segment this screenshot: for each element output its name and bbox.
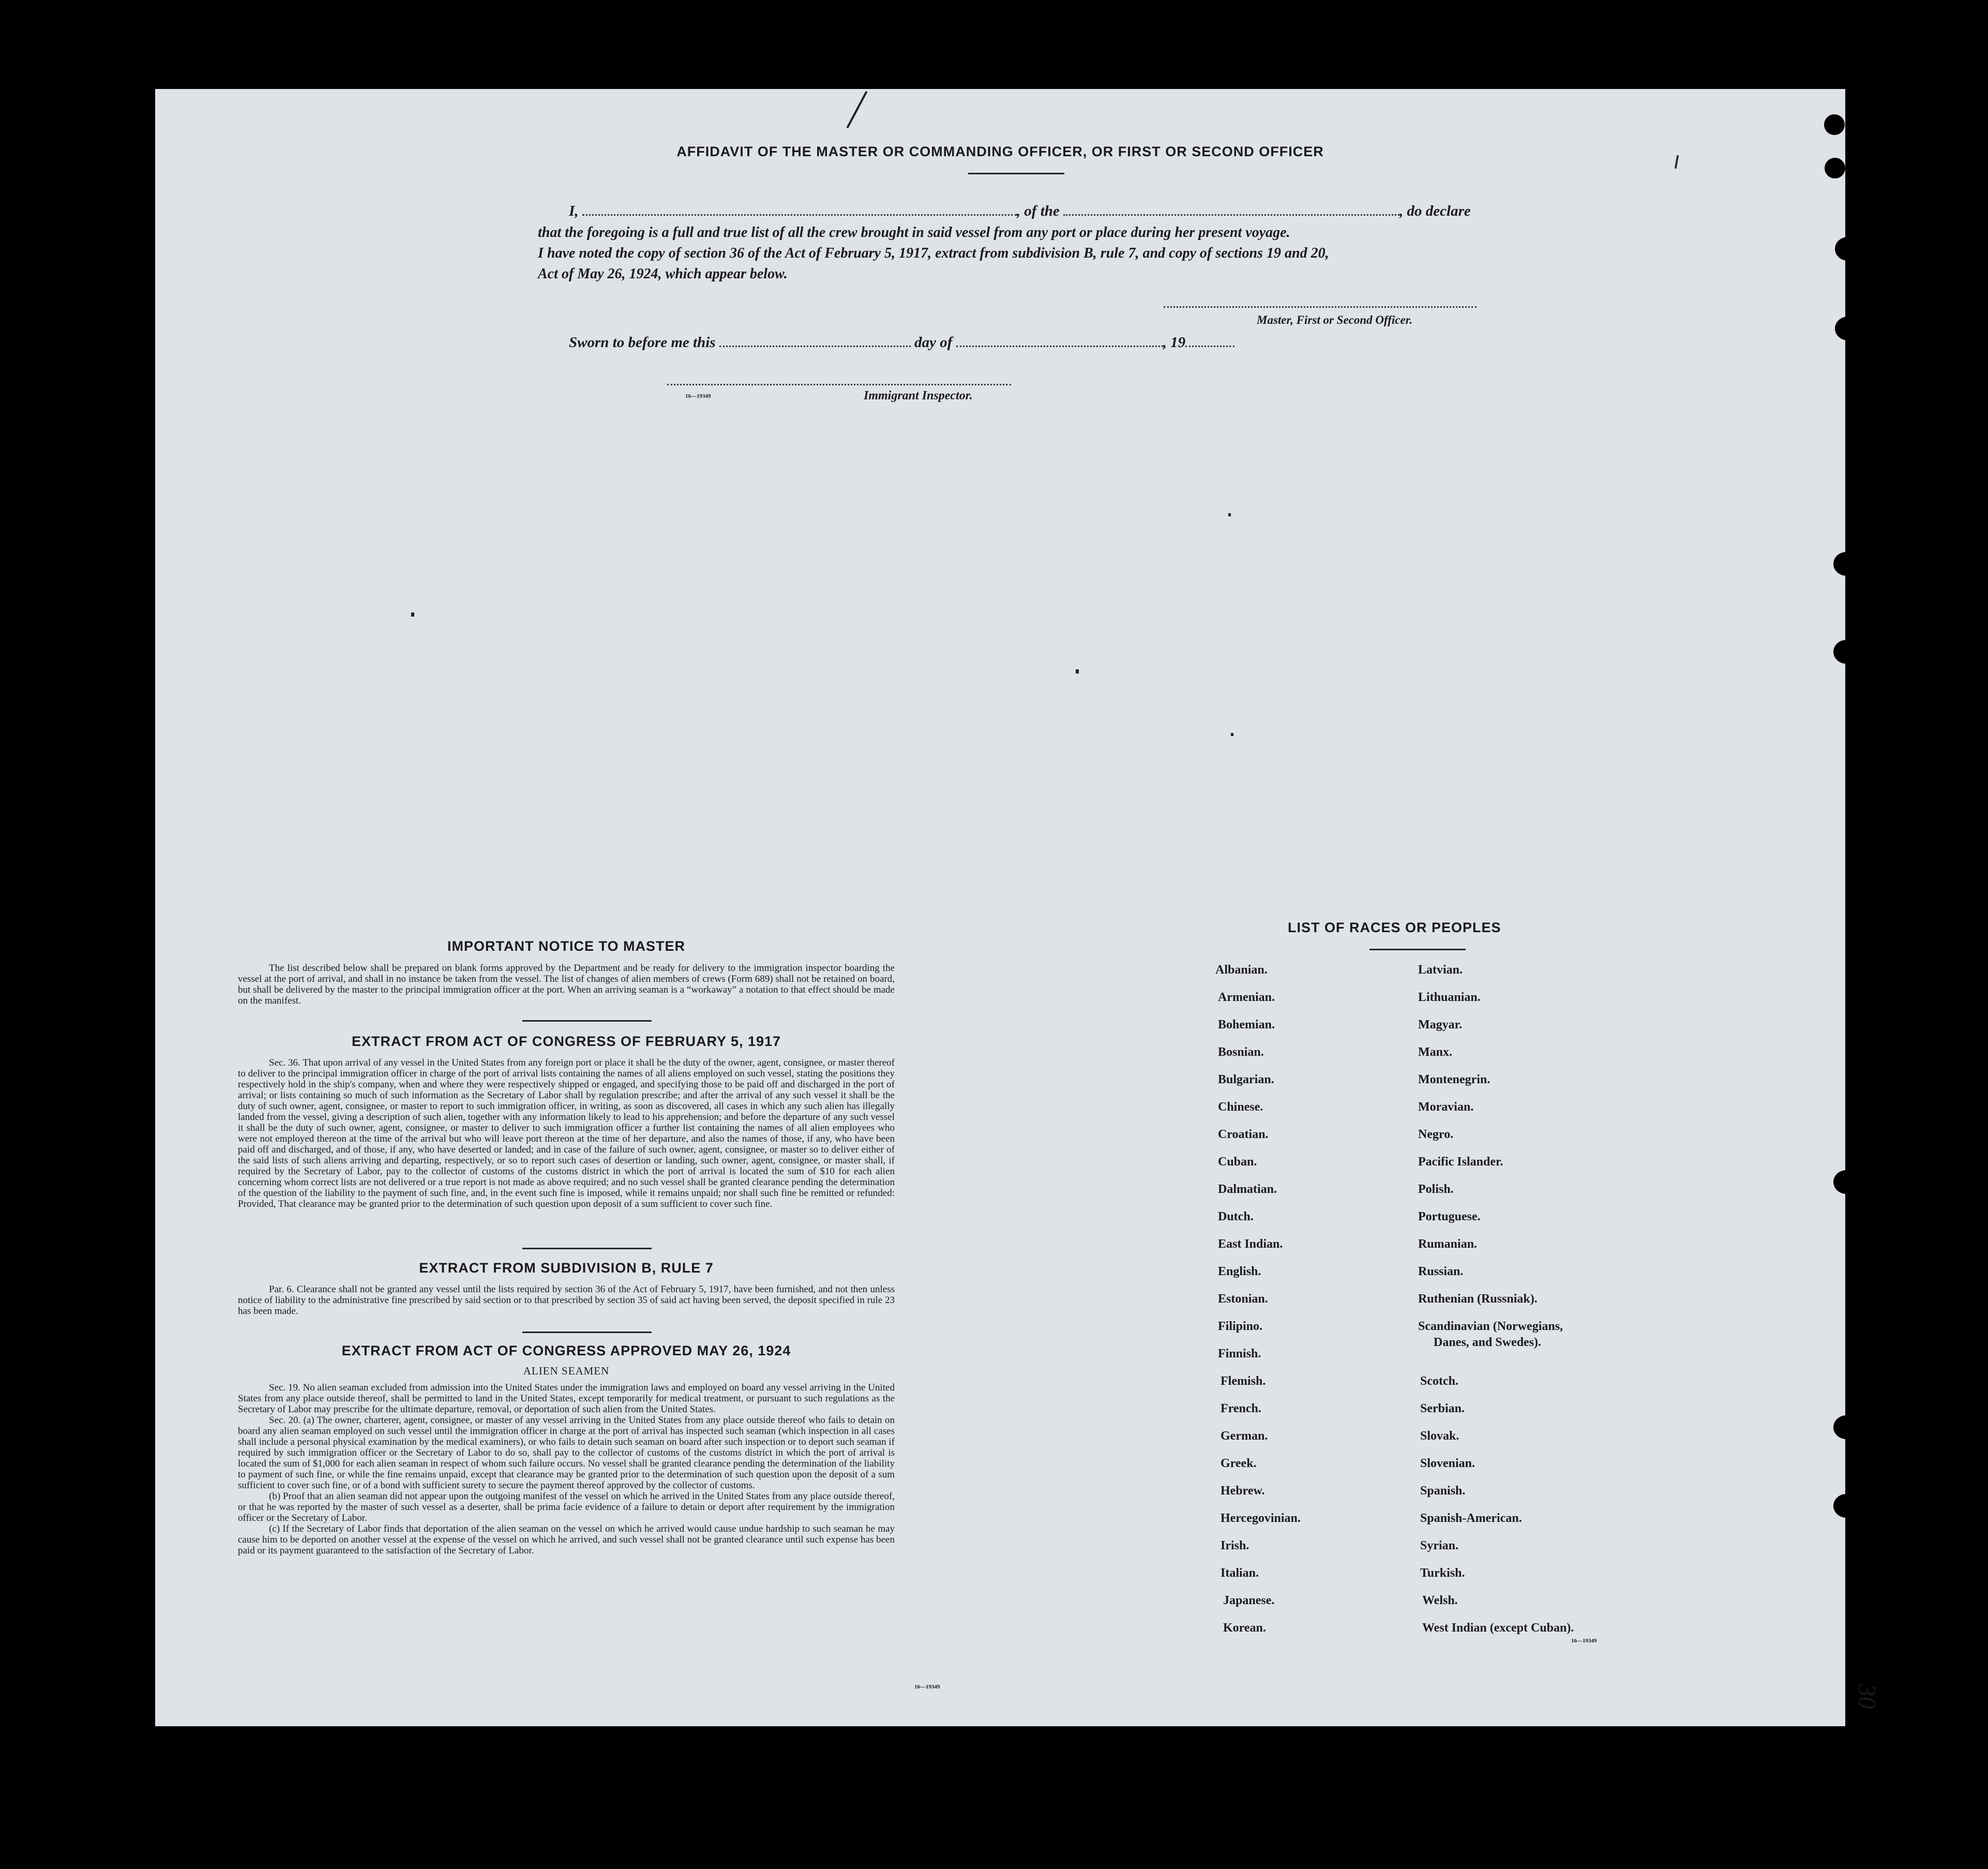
punch-hole: [1835, 317, 1861, 340]
rule7-rule: [522, 1332, 652, 1333]
sworn-month-blank[interactable]: [956, 346, 1163, 347]
race-right: Negro.: [1418, 1128, 1454, 1141]
sec-20b-paragraph: (b) Proof that an alien seaman did not appear upon the outgoing manifest of the vessel on which he arrived in the United States from any place outside thereof, or that he was reported by the master of such vessel as a deserter, shall be prima facie evidence of a failure to detain or deport after requirement by the immigration officer or the Secretary of Labor.: [238, 1491, 895, 1523]
races-title: LIST OF RACES OR PEOPLES: [1288, 920, 1501, 935]
sec-20c-paragraph: (c) If the Secretary of Labor finds that deportation of the alien seaman on the vessel on which he arrived would cause undue hardship to such seaman he may cause him to be deported on another vessel at the expense of the vessel on which he arrived, and such vessel shall not be granted clearance until such expense has been paid or its payment guaranteed to the satisfaction of the Secretary of Labor.: [238, 1523, 895, 1556]
race-left: Bohemian.: [1218, 1018, 1275, 1031]
race-right: Turkish.: [1420, 1566, 1465, 1580]
race-left: Flemish.: [1221, 1374, 1266, 1388]
race-left: Hebrew.: [1221, 1484, 1265, 1498]
declaration-line-1: [569, 203, 1471, 220]
race-right: Scotch.: [1420, 1374, 1458, 1388]
race-right: Serbian.: [1420, 1402, 1465, 1415]
race-left: Chinese.: [1218, 1100, 1263, 1114]
master-signature-line[interactable]: [1164, 306, 1477, 308]
race-right: Slovak.: [1420, 1429, 1459, 1443]
race-left: Bosnian.: [1218, 1045, 1264, 1059]
punch-hole: [1833, 1170, 1859, 1194]
sworn-day-blank[interactable]: [719, 346, 911, 347]
scan-speck: [1231, 733, 1233, 736]
sworn-label: Sworn to before me this: [569, 334, 716, 351]
race-left: Filipino.: [1218, 1320, 1263, 1333]
race-right: Scandinavian (Norwegians,: [1418, 1320, 1563, 1333]
punch-hole: [1825, 158, 1845, 178]
sec-19-paragraph: Sec. 19. No alien seaman excluded from admission into the United States under the immigration laws and employed on board any vessel arriving in the United States from any place outside thereof, shall be permitted to land in the United States, except temporarily for medical treatment, or pursuant to such regulations as the Secretary of Labor may prescribe for the ultimate departure, removal, or deportation of such alien from the United States.: [238, 1382, 895, 1415]
race-left: Japanese.: [1223, 1594, 1275, 1607]
scan-speck: [411, 612, 414, 617]
race-left: Hercegovinian.: [1221, 1512, 1301, 1525]
race-right: Lithuanian.: [1418, 991, 1481, 1004]
race-left: German.: [1221, 1429, 1268, 1443]
race-right: Ruthenian (Russniak).: [1418, 1292, 1538, 1306]
race-right: Polish.: [1418, 1183, 1454, 1196]
race-right: Rumanian.: [1418, 1237, 1478, 1251]
punch-hole: [1833, 640, 1859, 664]
race-right: West Indian (except Cuban).: [1422, 1621, 1574, 1635]
rule7-title: EXTRACT FROM SUBDIVISION B, RULE 7: [419, 1260, 714, 1276]
race-right: Welsh.: [1422, 1594, 1458, 1607]
race-left: Italian.: [1221, 1566, 1259, 1580]
races-form-number: 16—19349: [1571, 1638, 1597, 1644]
race-left: Cuban.: [1218, 1155, 1257, 1169]
sec-20a-paragraph: Sec. 20. (a) The owner, charterer, agent, consignee, or master of any vessel arriving in the United States from any place outside thereof who fails to detain on board any alien seaman employed on such vessel until the immigration officer in charge at the port of arrival has inspected such seaman (which inspection in all cases shall include a personal physical examination by the medical examiners), or who fails to detain such seaman on board after such inspection or to deport such seaman if required by such immigration officer or the Secretary of Labor to do so, shall pay to the collector of customs of the customs district in which the port of arrival is located the sum of $1,000 for each alien seaman in respect of whom such failure occurs. No vessel shall be granted clearance pending the determination of the liability to payment of such fine, or while the fine remains unpaid, except that clearance may be granted prior to the determination of such question upon the deposit of a sum sufficient to cover such fine, or of a bond with sufficient surety to secure the payment thereof approved by the collector of customs.: [238, 1415, 895, 1491]
race-left: Albanian.: [1215, 963, 1268, 977]
punch-hole: [1833, 1415, 1859, 1439]
race-right: Spanish-American.: [1420, 1512, 1522, 1525]
race-right: Moravian.: [1418, 1100, 1474, 1114]
vessel-blank[interactable]: [1063, 214, 1399, 216]
scan-speck: [1076, 669, 1079, 674]
do-declare-label: , do declare: [1399, 203, 1471, 219]
i-label: I,: [569, 203, 579, 219]
extract-1917-title: EXTRACT FROM ACT OF CONGRESS OF FEBRUARY 5, 1917: [351, 1034, 781, 1049]
of-the-label: , of the: [1016, 203, 1060, 219]
extract-1924-title: EXTRACT FROM ACT OF CONGRESS APPROVED MAY 26, 1924: [341, 1343, 791, 1358]
year-label: , 19: [1163, 334, 1186, 351]
race-left: Croatian.: [1218, 1128, 1269, 1141]
race-left: Greek.: [1221, 1457, 1257, 1470]
race-right: Spanish.: [1420, 1484, 1466, 1498]
declaration-line-2: that the foregoing is a full and true list of all the crew brought in said vessel from any port or place during her present voyage.: [538, 225, 1290, 241]
declaration-line-3: I have noted the copy of section 36 of the Act of February 5, 1917, extract from subdivision B, rule 7, and copy of sections 19 and 20,: [538, 245, 1329, 261]
notice-rule: [522, 1020, 652, 1022]
race-left: Estonian.: [1218, 1292, 1268, 1306]
declaration-line-4: Act of May 26, 1924, which appear below.: [538, 266, 788, 282]
day-of-label: day of: [914, 334, 953, 351]
race-left: English.: [1218, 1265, 1261, 1278]
race-right: Montenegrin.: [1418, 1073, 1490, 1086]
sworn-year-blank[interactable]: [1185, 346, 1234, 347]
punch-hole: [1835, 237, 1861, 261]
handwritten-page-number: 30: [1853, 1684, 1881, 1709]
race-left: Irish.: [1221, 1539, 1249, 1552]
race-left: East Indian.: [1218, 1237, 1283, 1251]
document-sheet: [155, 89, 1881, 1726]
race-right: Magyar.: [1418, 1018, 1463, 1031]
master-signature-label: Master, First or Second Officer.: [1257, 313, 1413, 326]
rule7-body: Par. 6. Clearance shall not be granted any vessel until the lists required by section 36 of the Act of February 5, 1917, have been furnished, and not then unless notice of liability to the administrative fine prescribed by said section or to that prescribed by section 35 of said act having been served, the deposit specified in rule 23 has been made.: [238, 1284, 895, 1317]
extract-1924-text: [238, 1382, 895, 1556]
alien-seamen-subtitle: ALIEN SEAMEN: [523, 1365, 610, 1377]
race-right: Pacific Islander.: [1418, 1155, 1503, 1169]
race-right: Portuguese.: [1418, 1210, 1481, 1223]
notice-title: IMPORTANT NOTICE TO MASTER: [447, 938, 685, 954]
extract-1917-rule: [522, 1248, 652, 1249]
punch-hole: [1824, 114, 1845, 135]
race-left: Dutch.: [1218, 1210, 1254, 1223]
scan-speck: [846, 91, 867, 129]
race-right: Danes, and Swedes).: [1434, 1336, 1542, 1349]
inspector-signature-line[interactable]: [667, 384, 1011, 385]
punch-hole: [1833, 552, 1859, 576]
race-right: Latvian.: [1418, 963, 1463, 977]
affidavit-title: AFFIDAVIT OF THE MASTER OR COMMANDING OFFICER, OR FIRST OR SECOND OFFICER: [676, 144, 1324, 159]
race-right: Slovenian.: [1420, 1457, 1475, 1470]
extract-1917-body: Sec. 36. That upon arrival of any vessel in the United States from any foreign port or place it shall be the duty of the owner, agent, consignee, or master thereof to deliver to the principal immigration officer in charge of the port of arrival lists containing the names of all aliens employed on such vessel, stating the positions they respectively hold in the ship's company, when and where they were respectively shipped or engaged, and specifying those to be paid off and discharged in the port of arrival; or lists containing so much of such information as the Secretary of Labor shall by regulation prescribe; and after the arrival of any such vessel it shall be the duty of such owner, agent, consignee, or master to report to such immigration officer, in writing, as soon as discovered, all cases in which any such alien has illegally landed from the vessel, giving a description of such alien, together with any information likely to lead to his apprehension; and before the departure of any such vessel it shall be the duty of such owner, agent, consignee, or master to deliver to such immigration officer a further list containing the names of all alien employees who were not employed thereon at the time of the arrival but who will leave port thereon at the time of her departure, and also the names of those, if any, who have been paid off and discharged, and of those, if any, who have deserted or landed; and in case of the failure of such owner, agent, consignee, or master so to deliver either of the said lists of such aliens arriving and departing, respectively, or so to report such cases of desertion or landing, such owner, agent, consignee, or master shall, if required by the Secretary of Labor, pay to the collector of customs of the customs district in which the port of arrival is located the sum of $10 for each alien concerning whom correct lists are not delivered or a true report is not made as above required; and no such vessel shall be granted clearance pending the determination of the question of the liability to the payment of such fine, and, in the event such fine is imposed, while it remains unpaid; nor shall such fine be remitted or refunded: Provided, That clearance may be granted prior to the determination of such question upon deposit of a sum sufficient to cover such fine.: [238, 1057, 895, 1209]
race-left: Korean.: [1223, 1621, 1266, 1635]
race-right: Manx.: [1418, 1045, 1452, 1059]
name-blank[interactable]: [582, 214, 1017, 216]
race-right: Syrian.: [1420, 1539, 1459, 1552]
race-left: Bulgarian.: [1218, 1073, 1274, 1086]
title-rule: [968, 173, 1064, 174]
inspector-label: Immigrant Inspector.: [864, 389, 973, 402]
race-left: Armenian.: [1218, 991, 1275, 1004]
notice-body: The list described below shall be prepared on blank forms approved by the Department and be ready for delivery to the immigration inspector boarding the vessel at the port of arrival, and shall in no instance be taken from the vessel. The list of changes of alien members of crews (Form 689) shall not be retained on board, but shall be delivered by the master to the principal immigration officer at the port. When an arriving seaman is a “workaway” a notation to that effect should be made on the manifest.: [238, 963, 895, 1006]
race-right: Russian.: [1418, 1265, 1464, 1278]
punch-hole: [1833, 1494, 1859, 1518]
affidavit-form-number: 16—19349: [685, 393, 711, 399]
race-left: Finnish.: [1218, 1347, 1261, 1360]
extract-form-number: 16—19349: [914, 1684, 940, 1690]
scan-speck: [1228, 513, 1231, 516]
races-rule: [1369, 949, 1466, 950]
sworn-line: [569, 334, 1234, 351]
race-left: French.: [1221, 1402, 1261, 1415]
race-left: Dalmatian.: [1218, 1183, 1277, 1196]
